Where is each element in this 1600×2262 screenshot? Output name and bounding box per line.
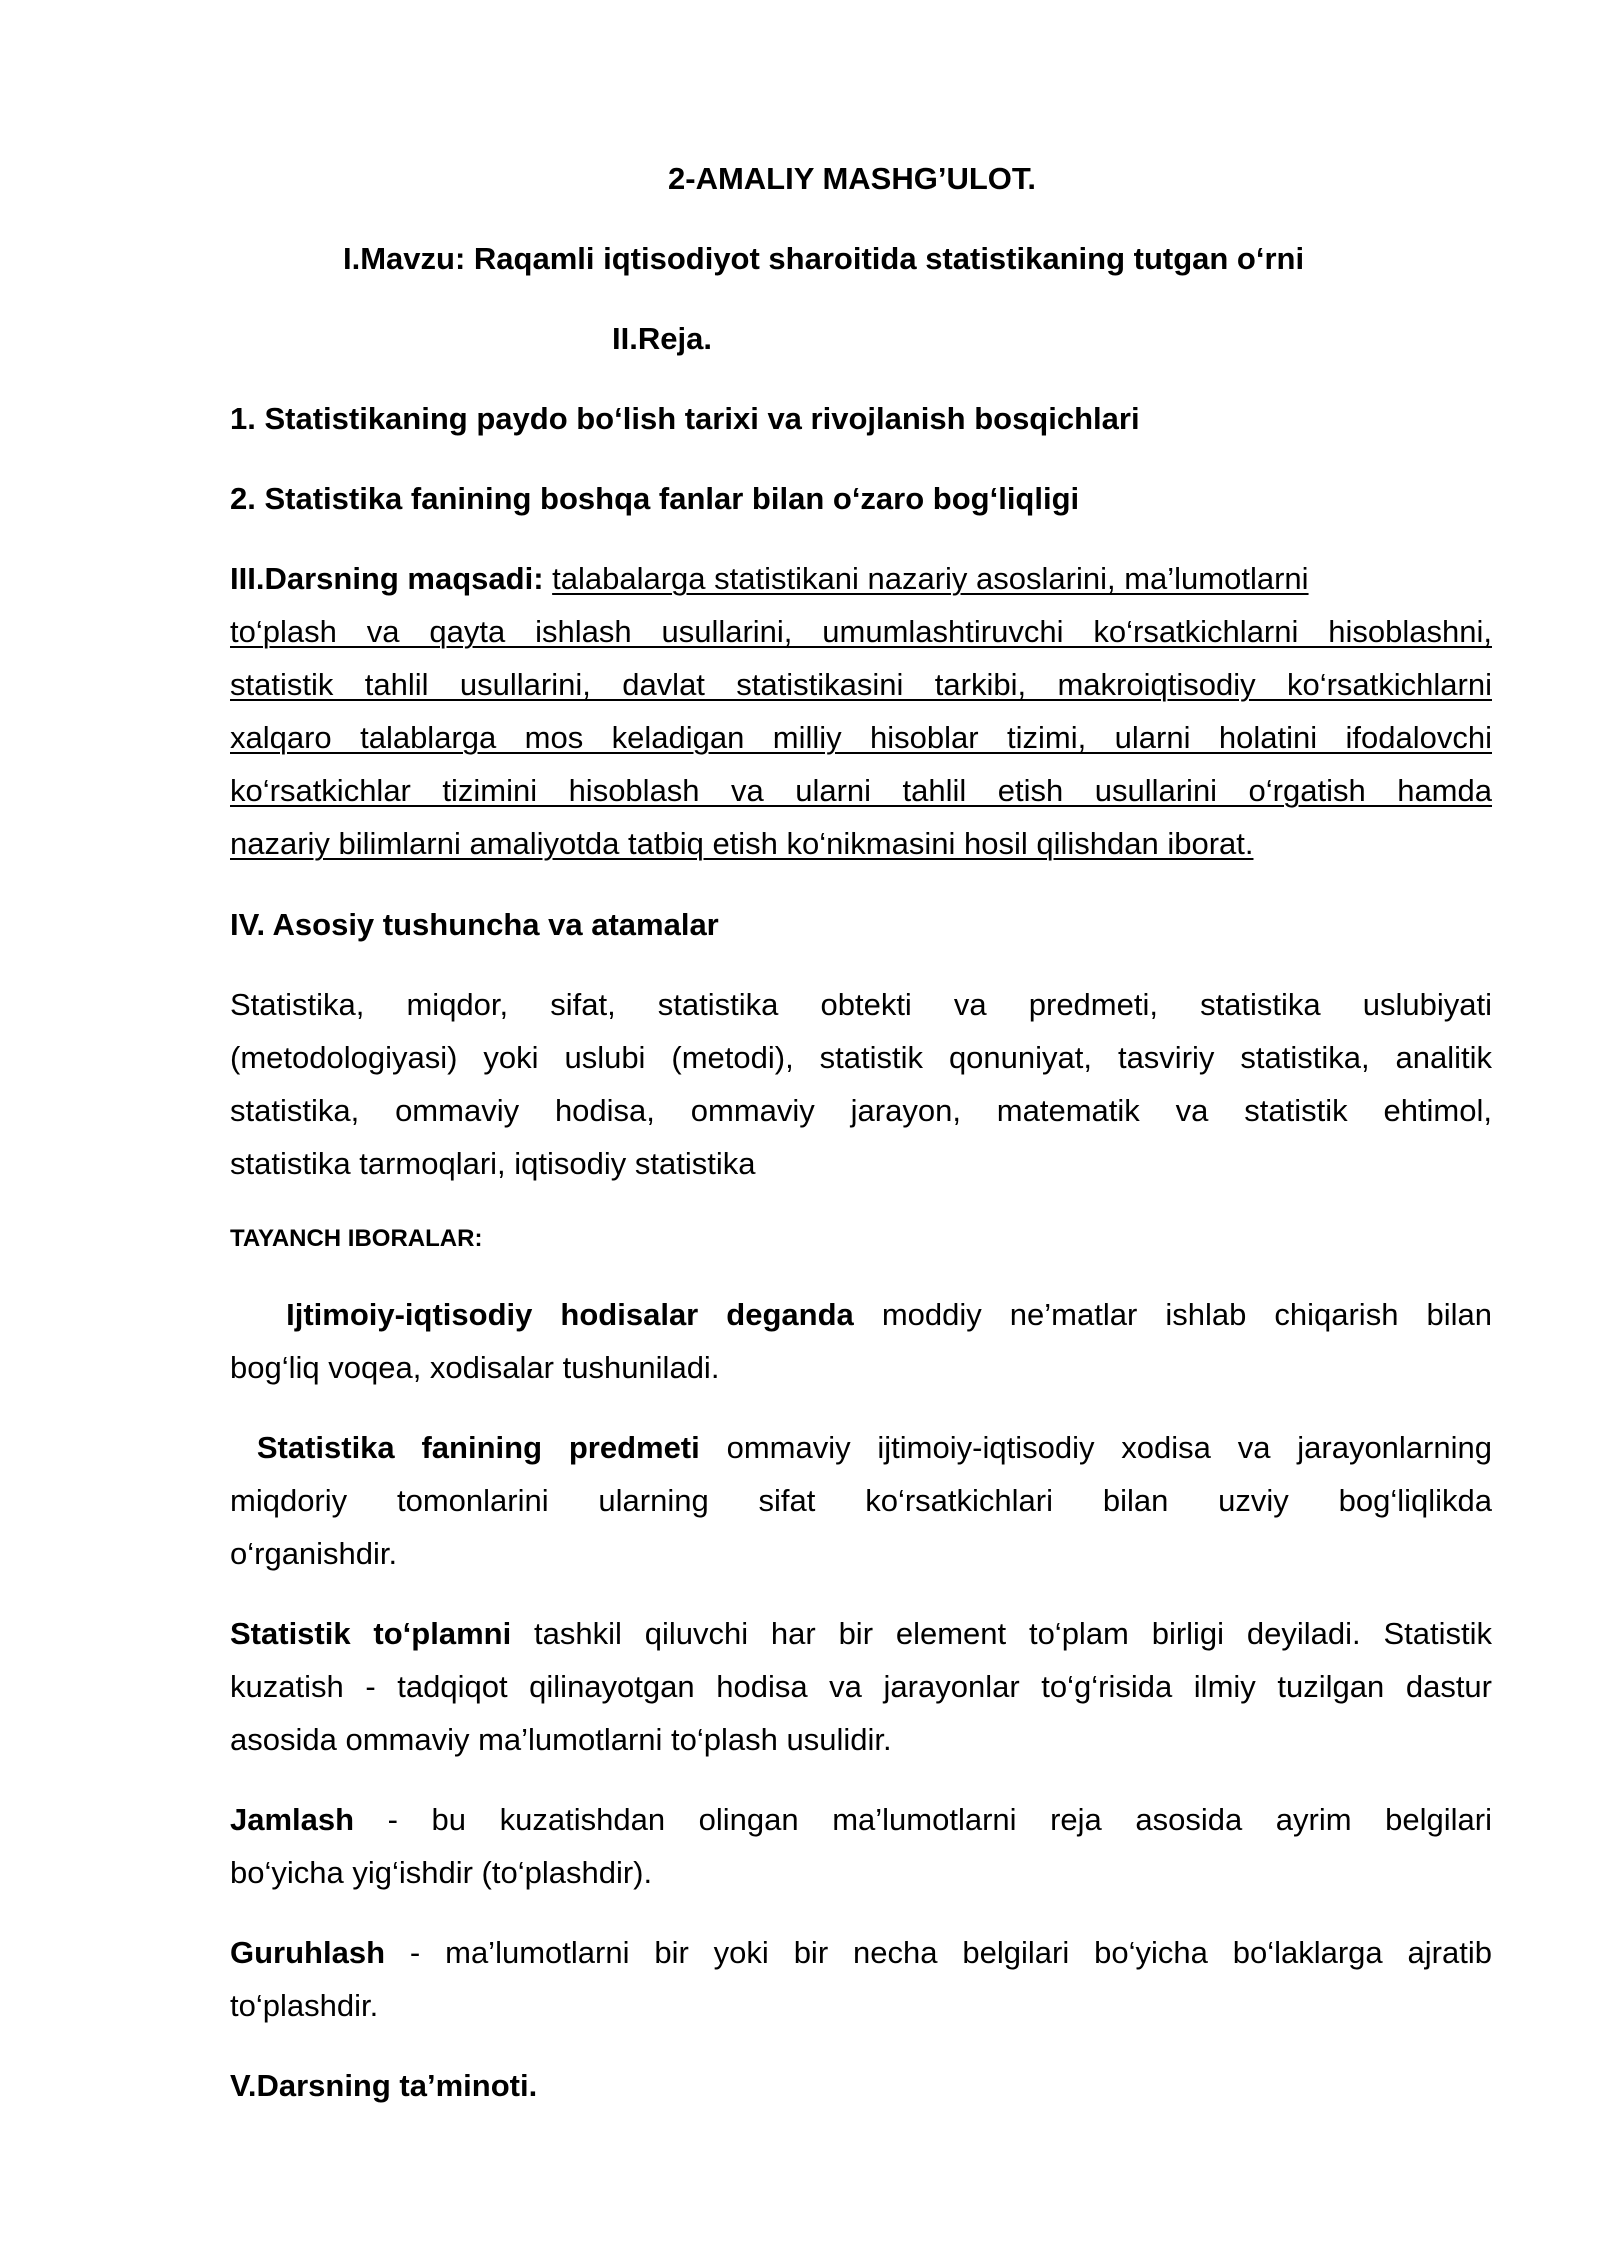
goal-text-line: xalqaro talablarga mos keladigan milliy hisoblar tizimi, ularni holatini ifodalovchi — [230, 720, 1492, 755]
plan-heading: II.Reja. — [612, 321, 712, 356]
topic-heading: I.Mavzu: Raqamli iqtisodiyot sharoitida statistikaning tutgan o‘rni — [343, 241, 1305, 276]
definition-line — [230, 1926, 1492, 1979]
definition-term: Statistika fanining predmeti — [256, 1430, 700, 1465]
goal-text-line: statistik tahlil usullarini, davlat statistikasini tarkibi, makroiqtisodiy ko‘rsatkichlarni — [230, 667, 1492, 702]
goal-text-line: talabalarga statistikani nazariy asoslarini, ma’lumotlarni — [552, 561, 1309, 596]
concepts-line: (metodologiyasi) yoki uslubi (metodi), statistik qonuniyat, tasviriy statistika, analitik — [230, 1040, 1492, 1075]
concepts-line: statistika, ommaviy hodisa, ommaviy jarayon, matematik va statistik ehtimol, — [230, 1093, 1492, 1128]
definition-line: miqdoriy tomonlarini ularning sifat ko‘rsatkichlari bilan uzviy bog‘liqlikda — [230, 1483, 1492, 1518]
goal-text-line: to‘plash va qayta ishlash usullarini, umumlashtiruvchi ko‘rsatkichlarni hisoblashni, — [230, 614, 1492, 649]
definition-line: kuzatish - tadqiqot qilinayotgan hodisa va jarayonlar to‘g‘risida ilmiy tuzilgan dastur — [230, 1669, 1492, 1704]
goal-text-line: nazariy bilimlarni amaliyotda tatbiq etish ko‘nikmasini hosil qilishdan iborat. — [230, 826, 1254, 861]
concepts-line: Statistika, miqdor, sifat, statistika obtekti va predmeti, statistika uslubiyati — [230, 987, 1492, 1022]
definition-term: Statistik to‘plamni — [230, 1616, 512, 1651]
concepts-heading: IV. Asosiy tushuncha va atamalar — [230, 907, 719, 942]
definition-line: to‘plashdir. — [230, 1988, 379, 2023]
definition-paragraph — [230, 1607, 1492, 1766]
definition-text: - ma’lumotlarni bir yoki bir necha belgilari bo‘yicha bo‘laklarga ajratib — [409, 1935, 1492, 1970]
definition-line — [230, 1607, 1492, 1660]
goal-paragraph — [230, 552, 1492, 870]
definition-term: Jamlash — [230, 1802, 355, 1837]
definition-line: bog‘liq voqea, xodisalar tushuniladi. — [230, 1350, 720, 1385]
definition-text: ommaviy ijtimoiy-iqtisodiy xodisa va jarayonlarning — [726, 1430, 1492, 1465]
definition-term: Guruhlash — [230, 1935, 386, 1970]
goal-label: III.Darsning maqsadi: — [230, 561, 544, 596]
key-phrases-heading: TAYANCH IBORALAR: — [230, 1225, 483, 1252]
definition-text: - bu kuzatishdan olingan ma’lumotlarni reja asosida ayrim belgilari — [387, 1802, 1492, 1837]
document-title: 2-AMALIY MASHG’ULOT. — [668, 161, 1036, 196]
definition-line: o‘rganishdir. — [230, 1536, 398, 1571]
goal-text-line: ko‘rsatkichlar tizimini hisoblash va ularni tahlil etish usullarini o‘rgatish hamda — [230, 773, 1492, 808]
definition-text: tashkil qiluvchi har bir element to‘plam birligi deyiladi. Statistik — [534, 1616, 1492, 1651]
provision-heading: V.Darsning ta’minoti. — [230, 2068, 538, 2103]
definition-term: Ijtimoiy-iqtisodiy hodisalar deganda — [286, 1297, 854, 1332]
definition-paragraph — [230, 1288, 1492, 1394]
concepts-paragraph — [230, 978, 1492, 1190]
definition-paragraph — [230, 1421, 1492, 1580]
plan-item-2: 2. Statistika fanining boshqa fanlar bilan o‘zaro bog‘liqligi — [230, 481, 1080, 516]
definition-paragraph — [230, 1926, 1492, 2032]
definition-line: asosida ommaviy ma’lumotlarni to‘plash usulidir. — [230, 1722, 892, 1757]
concepts-line: statistika tarmoqlari, iqtisodiy statistika — [230, 1146, 756, 1181]
definition-line — [230, 1793, 1492, 1846]
plan-item-1: 1. Statistikaning paydo bo‘lish tarixi va rivojlanish bosqichlari — [230, 401, 1140, 436]
goal-first-line — [230, 552, 1492, 605]
definition-line — [230, 1288, 1492, 1341]
definition-line: bo‘yicha yig‘ishdir (to‘plashdir). — [230, 1855, 653, 1890]
definition-paragraph — [230, 1793, 1492, 1899]
definition-line — [230, 1421, 1492, 1474]
definition-text: moddiy ne’matlar ishlab chiqarish bilan — [881, 1297, 1492, 1332]
